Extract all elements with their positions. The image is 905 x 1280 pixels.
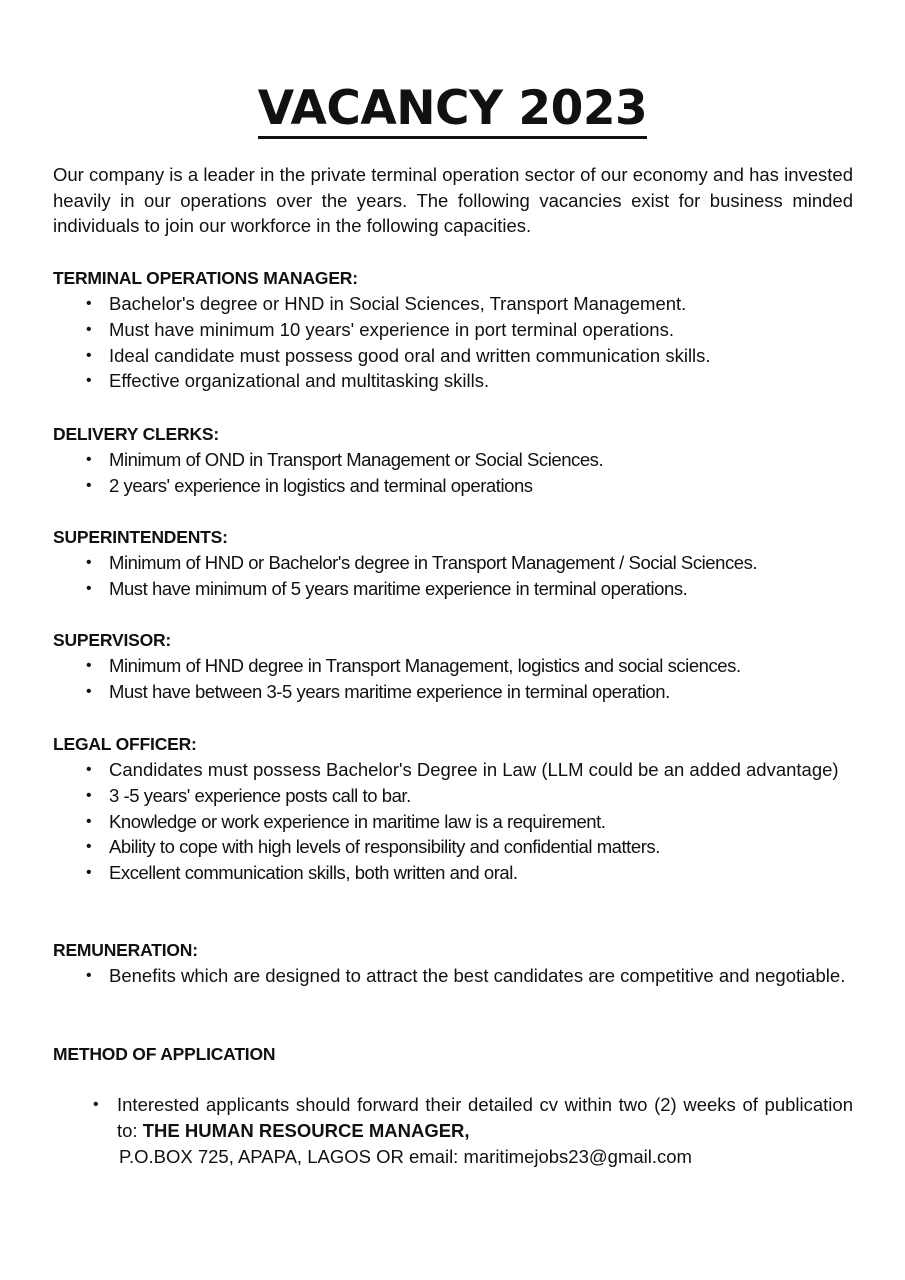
bullet-icon: • bbox=[86, 320, 92, 338]
bullet-icon: • bbox=[86, 864, 92, 882]
section-heading: SUPERINTENDENTS: bbox=[53, 527, 228, 547]
section-method-of-application bbox=[53, 1041, 853, 1067]
requirements-list bbox=[53, 963, 853, 989]
requirements-list bbox=[53, 447, 853, 499]
list-item-text: Must have minimum of 5 years maritime experience in terminal operations. bbox=[109, 577, 688, 599]
bullet-icon: • bbox=[86, 554, 92, 571]
application-instructions bbox=[53, 1092, 853, 1169]
bullet-icon: • bbox=[86, 682, 92, 700]
requirements-list bbox=[53, 757, 853, 886]
list-item-text: 3 -5 years' experience posts call to bar. bbox=[109, 784, 411, 806]
list-item bbox=[53, 783, 853, 809]
bullet-icon: • bbox=[86, 761, 92, 778]
list-item bbox=[53, 834, 853, 860]
list-item bbox=[53, 1092, 853, 1144]
list-item bbox=[53, 343, 853, 369]
list-item bbox=[53, 860, 853, 886]
list-item-text: Bachelor's degree or HND in Social Sciences, Transport Management. bbox=[109, 293, 687, 314]
section-heading: REMUNERATION: bbox=[53, 940, 198, 960]
section-delivery-clerks bbox=[53, 421, 853, 499]
list-item-text: Minimum of HND or Bachelor's degree in Transport Management / Social Sciences. bbox=[109, 552, 758, 573]
application-text: Interested applicants should forward their detailed cv within two (2) weeks of publication to: bbox=[117, 1094, 853, 1141]
list-item-text: Must have between 3-5 years maritime experience in terminal operation. bbox=[109, 680, 670, 702]
bullet-icon: • bbox=[86, 579, 92, 597]
list-item bbox=[53, 368, 853, 394]
list-item-text: Minimum of HND degree in Transport Management, logistics and social sciences. bbox=[109, 655, 741, 676]
intro-paragraph: Our company is a leader in the private terminal operation sector of our economy and has invested heavily in our operations over the years. The following vacancies exist for business minded individuals to join our workforce in the following capacities. bbox=[53, 164, 853, 236]
requirements-list bbox=[53, 653, 853, 705]
bullet-icon: • bbox=[93, 1096, 99, 1113]
bullet-icon: • bbox=[86, 451, 92, 468]
bullet-icon: • bbox=[86, 657, 92, 674]
recipient-title: THE HUMAN RESOURCE MANAGER, bbox=[142, 1119, 470, 1141]
list-item-text: Ideal candidate must possess good oral and written communication skills. bbox=[109, 344, 711, 366]
section-heading: LEGAL OFFICER: bbox=[53, 734, 197, 754]
list-item-text: Excellent communication skills, both written and oral. bbox=[109, 862, 518, 884]
bullet-icon: • bbox=[86, 838, 92, 856]
list-item bbox=[53, 653, 853, 679]
page-title bbox=[0, 82, 905, 139]
list-item-text: 2 years' experience in logistics and terminal operations bbox=[109, 474, 533, 496]
list-item bbox=[53, 291, 853, 317]
requirements-list bbox=[53, 1092, 853, 1144]
section-remuneration bbox=[53, 937, 853, 989]
list-item-text: Minimum of OND in Transport Management or Social Sciences. bbox=[109, 449, 604, 470]
bullet-icon: • bbox=[86, 967, 92, 984]
list-item-text: Candidates must possess Bachelor's Degree in Law (LLM could be an added advantage) bbox=[109, 759, 839, 780]
list-item-text: Knowledge or work experience in maritime law is a requirement. bbox=[109, 810, 606, 832]
bullet-icon: • bbox=[86, 346, 92, 364]
section-legal-officer bbox=[53, 731, 853, 886]
list-item bbox=[53, 473, 853, 499]
list-item-text: Ability to cope with high levels of responsibility and confidential matters. bbox=[109, 836, 660, 858]
list-item-text: Effective organizational and multitasking skills. bbox=[109, 370, 490, 392]
section-supervisor bbox=[53, 627, 853, 705]
contact-address: P.O.BOX 725, APAPA, LAGOS OR email: maritimejobs23@gmail.com bbox=[119, 1145, 692, 1167]
list-item bbox=[53, 317, 853, 343]
bullet-icon: • bbox=[86, 372, 92, 390]
list-item-text: Must have minimum 10 years' experience in port terminal operations. bbox=[109, 318, 674, 340]
section-heading: DELIVERY CLERKS: bbox=[53, 424, 219, 444]
list-item bbox=[53, 447, 853, 473]
list-item bbox=[53, 679, 853, 705]
list-item bbox=[53, 576, 853, 602]
section-terminal-operations-manager bbox=[53, 265, 853, 394]
bullet-icon: • bbox=[86, 295, 92, 312]
requirements-list bbox=[53, 291, 853, 394]
section-superintendents bbox=[53, 524, 853, 602]
requirements-list bbox=[53, 550, 853, 602]
section-heading: METHOD OF APPLICATION bbox=[53, 1044, 276, 1064]
page-title-text: VACANCY 2023 bbox=[258, 82, 647, 139]
bullet-icon: • bbox=[86, 812, 92, 830]
list-item bbox=[53, 809, 853, 835]
list-item-text: Benefits which are designed to attract the best candidates are competitive and negotiable. bbox=[109, 965, 846, 986]
section-heading: SUPERVISOR: bbox=[53, 630, 172, 650]
bullet-icon: • bbox=[86, 476, 92, 494]
section-heading: TERMINAL OPERATIONS MANAGER: bbox=[53, 268, 358, 288]
list-item bbox=[53, 550, 853, 576]
bullet-icon: • bbox=[86, 786, 92, 804]
list-item bbox=[53, 963, 853, 989]
list-item bbox=[53, 757, 853, 783]
